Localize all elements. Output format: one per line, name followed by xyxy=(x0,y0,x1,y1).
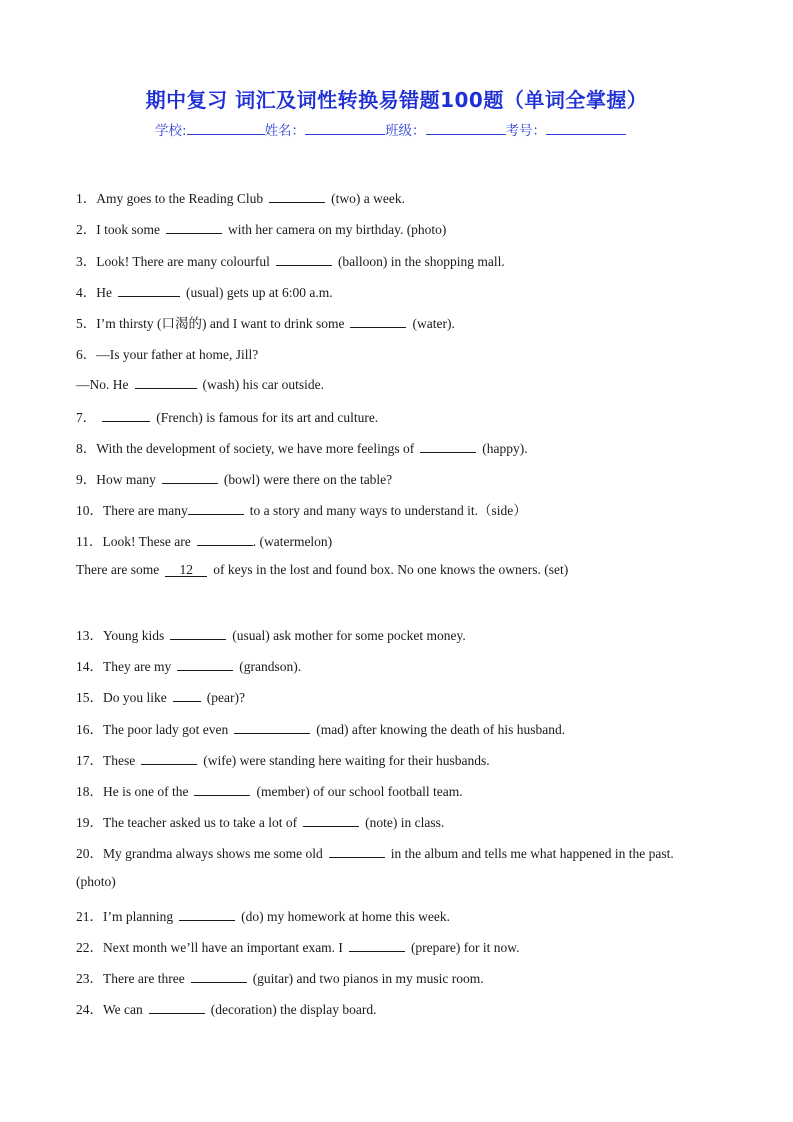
question-text: 10．There are many xyxy=(76,503,188,518)
question-text: There are some xyxy=(76,562,160,577)
name-label: 姓名： xyxy=(264,123,306,139)
question-text: 2．I took some xyxy=(76,222,160,237)
question-hint: (guitar) and two pianos in my music room. xyxy=(252,971,484,986)
question-4 xyxy=(76,281,753,301)
question-text: 16．The poor lady got even xyxy=(76,722,229,737)
question-text: 7． xyxy=(76,410,97,425)
question-text: 11．Look! These are xyxy=(76,534,191,549)
question-23 xyxy=(76,967,753,987)
question-22 xyxy=(76,936,753,956)
question-text: 4．He xyxy=(76,285,112,300)
question-text: 18．He is one of the xyxy=(76,784,189,799)
question-hint: (French) is famous for its art and culture. xyxy=(156,410,379,425)
question-hint: (note) in class. xyxy=(365,815,445,830)
question-text: 19．The teacher asked us to take a lot of xyxy=(76,815,298,830)
question-3 xyxy=(76,250,753,270)
question-text: 13．Young kids xyxy=(76,628,165,643)
question-hint: (decoration) the display board. xyxy=(210,1002,377,1017)
question-text: 23．There are three xyxy=(76,971,185,986)
question-14 xyxy=(76,655,753,675)
question-15 xyxy=(76,686,753,706)
question-hint: (do) my homework at home this week. xyxy=(241,909,450,924)
question-hint: (water). xyxy=(412,316,455,331)
name-field[interactable] xyxy=(305,120,385,135)
answer-blank[interactable] xyxy=(194,781,250,796)
answer-blank[interactable] xyxy=(329,843,385,858)
exam-no-label: 考号： xyxy=(505,123,547,139)
question-hint: (mad) after knowing the death of his husband. xyxy=(316,722,566,737)
class-field[interactable] xyxy=(426,120,506,135)
question-7 xyxy=(76,406,753,426)
question-24 xyxy=(76,998,753,1018)
question-text: 8．With the development of society, we have more feelings of xyxy=(76,441,415,456)
question-21 xyxy=(76,905,753,925)
school-field[interactable] xyxy=(187,120,265,135)
question-text: (photo) xyxy=(76,874,116,889)
question-20 xyxy=(76,842,753,862)
question-text: 20．My grandma always shows me some old xyxy=(76,846,323,861)
question-text: 3．Look! There are many colourful xyxy=(76,254,270,269)
question-hint: with her camera on my birthday. (photo) xyxy=(228,222,447,237)
question-2 xyxy=(76,218,753,238)
answer-blank[interactable] xyxy=(276,251,332,266)
question-hint: (balloon) in the shopping mall. xyxy=(337,254,505,269)
question-13 xyxy=(76,624,753,644)
question-hint: (pear)? xyxy=(206,690,245,705)
question-text: 9．How many xyxy=(76,472,156,487)
answer-blank[interactable] xyxy=(170,625,226,640)
answer-blank[interactable] xyxy=(420,438,476,453)
answer-blank[interactable] xyxy=(141,750,197,765)
page-title: 期中复习 词汇及词性转换易错题100题（单词全掌握） xyxy=(145,88,648,112)
answer-blank[interactable] xyxy=(149,999,205,1014)
question-6-reply xyxy=(76,374,753,393)
answer-blank[interactable] xyxy=(118,282,180,297)
question-19 xyxy=(76,811,753,831)
question-8 xyxy=(76,437,753,457)
question-hint: (prepare) for it now. xyxy=(410,940,520,955)
answer-blank[interactable] xyxy=(269,188,325,203)
question-1 xyxy=(76,187,753,207)
question-text: 17．These xyxy=(76,753,136,768)
question-text: 5．I’m thirsty (口渴的) and I want to drink some xyxy=(76,316,345,331)
question-10 xyxy=(76,499,753,519)
answer-blank[interactable]: 12 xyxy=(165,562,207,577)
question-hint: (usual) gets up at 6:00 a.m. xyxy=(186,285,333,300)
question-text: 15．Do you like xyxy=(76,690,167,705)
exam-no-field[interactable] xyxy=(546,120,626,135)
question-hint: (happy). xyxy=(482,441,528,456)
question-hint: of keys in the lost and found box. No one knows the owners. (set) xyxy=(213,562,569,577)
answer-blank[interactable] xyxy=(166,219,222,234)
question-12 xyxy=(76,562,753,578)
question-hint: (wash) his car outside. xyxy=(202,377,324,392)
answer-blank[interactable] xyxy=(350,313,406,328)
question-text: 22．Next month we’ll have an important exam. I xyxy=(76,940,343,955)
question-16 xyxy=(76,718,753,738)
question-text: 24．We can xyxy=(76,1002,143,1017)
answer-blank[interactable] xyxy=(179,906,235,921)
question-hint: . (watermelon) xyxy=(252,534,333,549)
question-hint: (member) of our school football team. xyxy=(256,784,463,799)
student-info-line xyxy=(155,119,626,139)
answer-blank[interactable] xyxy=(173,687,201,702)
question-hint: (usual) ask mother for some pocket money. xyxy=(232,628,466,643)
answer-blank[interactable] xyxy=(234,719,310,734)
answer-blank[interactable] xyxy=(177,656,233,671)
answer-blank[interactable] xyxy=(303,812,359,827)
question-text: 1．Amy goes to the Reading Club xyxy=(76,191,264,206)
question-18 xyxy=(76,780,753,800)
answer-blank[interactable] xyxy=(162,469,218,484)
question-11 xyxy=(76,530,753,550)
question-hint: (wife) were standing here waiting for their husbands. xyxy=(203,753,490,768)
question-text: 6．—Is your father at home, Jill? xyxy=(76,347,259,362)
question-text: 21．I’m planning xyxy=(76,909,174,924)
question-text: 14．They are my xyxy=(76,659,172,674)
question-hint: (bowl) were there on the table? xyxy=(223,472,393,487)
question-text: —No. He xyxy=(76,377,129,392)
answer-blank[interactable] xyxy=(349,937,405,952)
question-5 xyxy=(76,312,753,332)
answer-blank[interactable] xyxy=(102,407,150,422)
answer-blank[interactable] xyxy=(191,968,247,983)
question-20-hint xyxy=(76,874,753,890)
question-hint: (two) a week. xyxy=(331,191,405,206)
question-6 xyxy=(76,343,753,363)
school-label: 学校: xyxy=(155,123,187,139)
question-9 xyxy=(76,468,753,488)
answer-blank[interactable] xyxy=(197,531,253,546)
answer-blank[interactable] xyxy=(135,374,197,389)
class-label: 班级： xyxy=(385,123,426,139)
question-hint: in the album and tells me what happened in the past. xyxy=(390,846,674,861)
answer-blank[interactable] xyxy=(188,500,244,515)
question-hint: to a story and many ways to understand it.（side） xyxy=(249,503,527,518)
question-hint: (grandson). xyxy=(239,659,302,674)
question-17 xyxy=(76,749,753,769)
